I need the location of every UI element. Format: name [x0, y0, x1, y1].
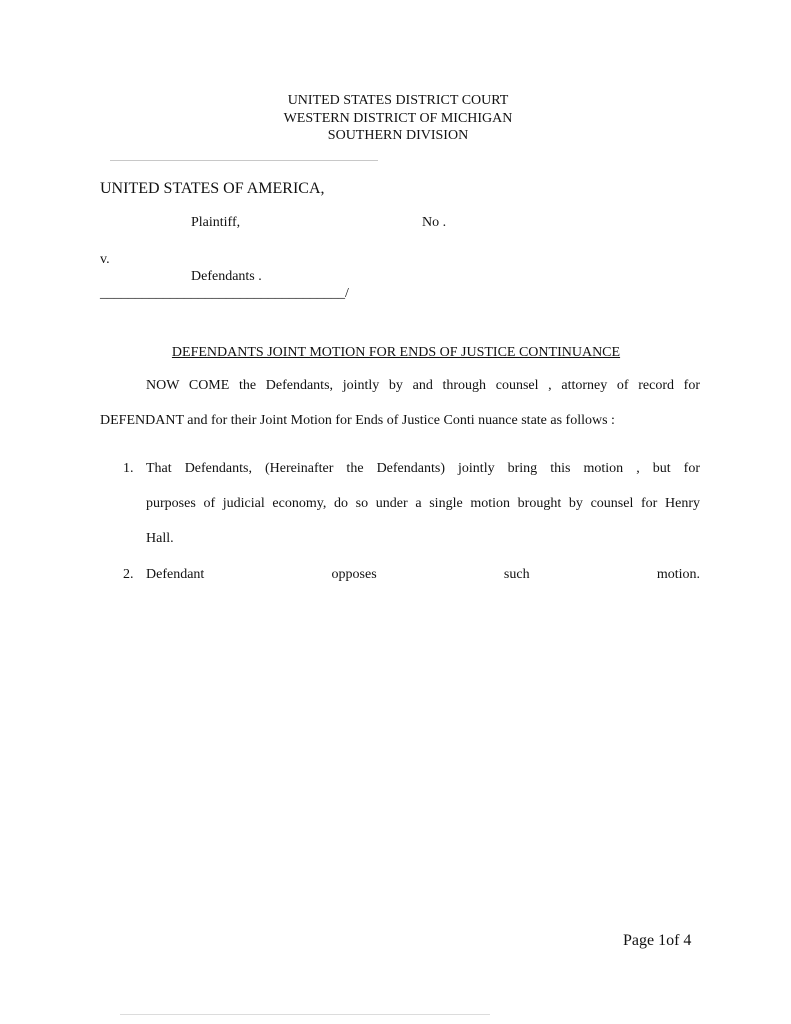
footer-divider	[120, 1014, 490, 1015]
court-division: SOUTHERN DIVISION	[327, 128, 469, 143]
list-item-line: purposes of judicial economy, do so under a single motion brought by counsel for Henry	[146, 496, 700, 511]
list-item-number: 1.	[123, 461, 134, 476]
case-number: No .	[422, 215, 447, 230]
page-number: Page 1of 4	[623, 932, 692, 949]
list-item-number: 2.	[123, 567, 134, 582]
defendants-label: Defendants .	[191, 269, 262, 284]
header-divider	[110, 160, 378, 161]
plaintiff-label: Plaintiff,	[191, 215, 241, 230]
list-item-line: That Defendants, (Hereinafter the Defendants) jointly bring this motion , but for	[146, 461, 700, 476]
list-item-line: Hall.	[146, 531, 174, 546]
caption-signature-line: ___________________________________/	[100, 286, 349, 301]
list-item-line: Defendant opposes such motion.	[146, 567, 700, 582]
court-district: WESTERN DISTRICT OF MICHIGAN	[283, 111, 513, 126]
intro-line-2: DEFENDANT and for their Joint Motion for Ends of Justice Conti nuance state as follows :	[100, 413, 615, 428]
intro-line-1: NOW COME the Defendants, jointly by and through counsel , attorney of record for	[146, 378, 700, 393]
motion-title: DEFENDANTS JOINT MOTION FOR ENDS OF JUSTICE CONTINUANCE	[171, 345, 621, 360]
plaintiff-name: UNITED STATES OF AMERICA,	[100, 180, 325, 197]
court-name: UNITED STATES DISTRICT COURT	[287, 93, 509, 108]
versus-label: v.	[100, 252, 110, 267]
